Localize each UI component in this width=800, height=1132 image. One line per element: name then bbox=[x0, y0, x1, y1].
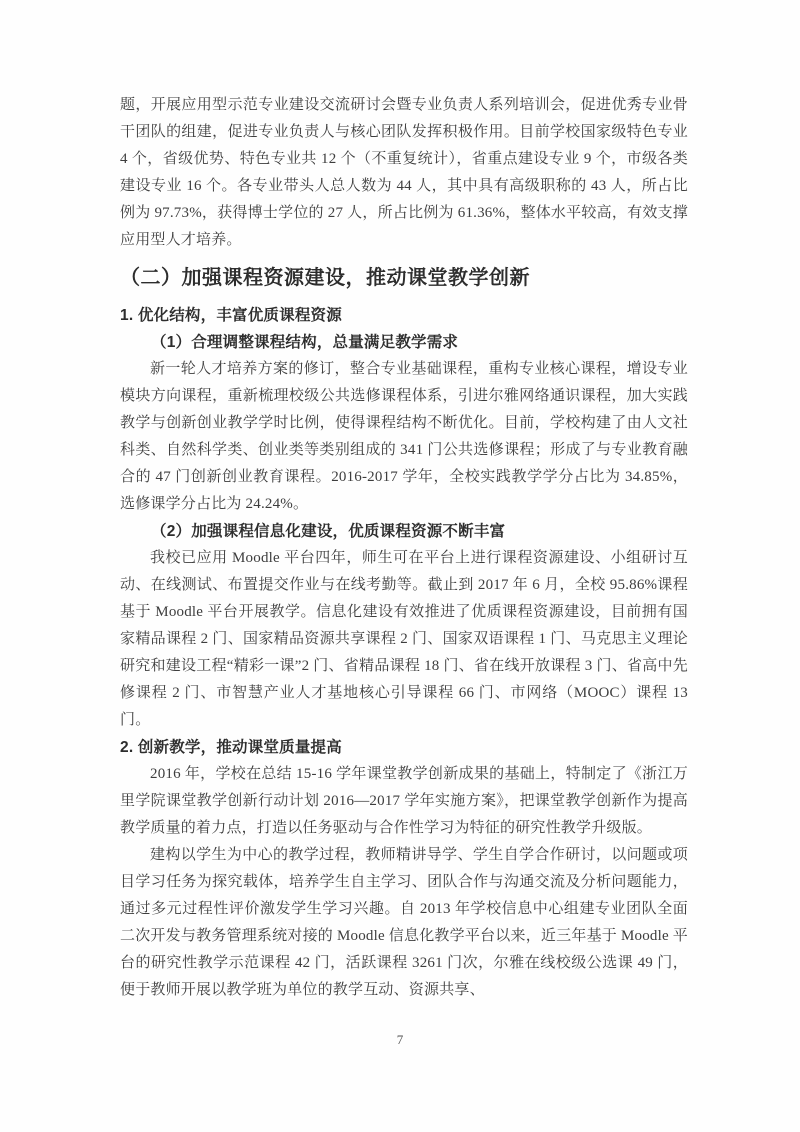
body-paragraph: 2016 年，学校在总结 15-16 学年课堂教学创新成果的基础上，特制定了《浙江万里学院课堂教学创新行动计划 2016—2017 学年实施方案》，把课堂教学创新作为提高教学质量的着力点，打造以任务驱动与合作性学习为特征的研究性教学升级版。 bbox=[120, 766, 688, 836]
subsection-heading-2: 2. 创新教学，推动课堂质量提高 bbox=[120, 739, 342, 756]
subsubsection-heading-1-1: （1）合理调整课程结构，总量满足教学需求 bbox=[151, 334, 459, 351]
body-paragraph: 建构以学生为中心的教学过程，教师精讲导学、学生自学合作研讨，以问题或项目学习任务为探究载体，培养学生自主学习、团队合作与沟通交流及分析问题能力，通过多元过程性评价激发学生学习兴趣。自 2013 年学校信息中心组建专业团队全面二次开发与教务管理系统对接的 Moodle 信息化教学平台以来，近三年基于 Moodle 平台的研究性教学示范课程 42 门，活跃课程 3261 门次，尔雅在线校级公选课 49 门，便于教师开展以教学班为单位的教学互动、资源共享、 bbox=[120, 847, 688, 998]
subsubsection-heading-1-2: （2）加强课程信息化建设，优质课程资源不断丰富 bbox=[151, 523, 506, 540]
body-paragraph: 我校已应用 Moodle 平台四年，师生可在平台上进行课程资源建设、小组研讨互动、在线测试、布置提交作业与在线考勤等。截止到 2017 年 6 月，全校 95.86%课程基于 Moodle 平台开展教学。信息化建设有效推进了优质课程资源建设，目前拥有国家精品课程 2 门、国家精品资源共享课程 2 门、国家双语课程 1 门、马克思主义理论研究和建设工程“精彩一课”2 门、省精品课程 18 门、省在线开放课程 3 门、省高中先修课程 2 门、市智慧产业人才基地核心引导课程 66 门、市网络（MOOC）课程 13 门。 bbox=[120, 550, 688, 728]
body-paragraph-continued: 题，开展应用型示范专业建设交流研讨会暨专业负责人系列培训会，促进优秀专业骨干团队的组建，促进专业负责人与核心团队发挥积极作用。目前学校国家级特色专业 4 个，省级优势、特色专业共 12 个（不重复统计），省重点建设专业 9 个，市级各类建设专业 16 个。各专业带头人总人数为 44 人，其中具有高级职称的 43 人，所占比例为 97.73%，获得博士学位的 27 人，所占比例为 61.36%，整体水平较高，有效支撑应用型人才培养。 bbox=[120, 97, 688, 248]
body-paragraph: 新一轮人才培养方案的修订，整合专业基础课程，重构专业核心课程，增设专业模块方向课程，重新梳理校级公共选修课程体系，引进尔雅网络通识课程，加大实践教学与创新创业教学学时比例，使得课程结构不断优化。目前，学校构建了由人文社科类、自然科学类、创业类等类别组成的 341 门公共选修课程；形成了与专业教育融合的 47 门创新创业教育课程。2016-2017 学年，全校实践教学学分占比为 34.85%，选修课学分占比为 24.24%。 bbox=[120, 361, 688, 512]
page-number: 7 bbox=[396, 1032, 404, 1047]
document-content bbox=[120, 92, 688, 1004]
subsection-heading-1: 1. 优化结构，丰富优质课程资源 bbox=[120, 307, 342, 324]
section-heading-level2: （二）加强课程资源建设，推动课堂教学创新 bbox=[120, 267, 530, 289]
